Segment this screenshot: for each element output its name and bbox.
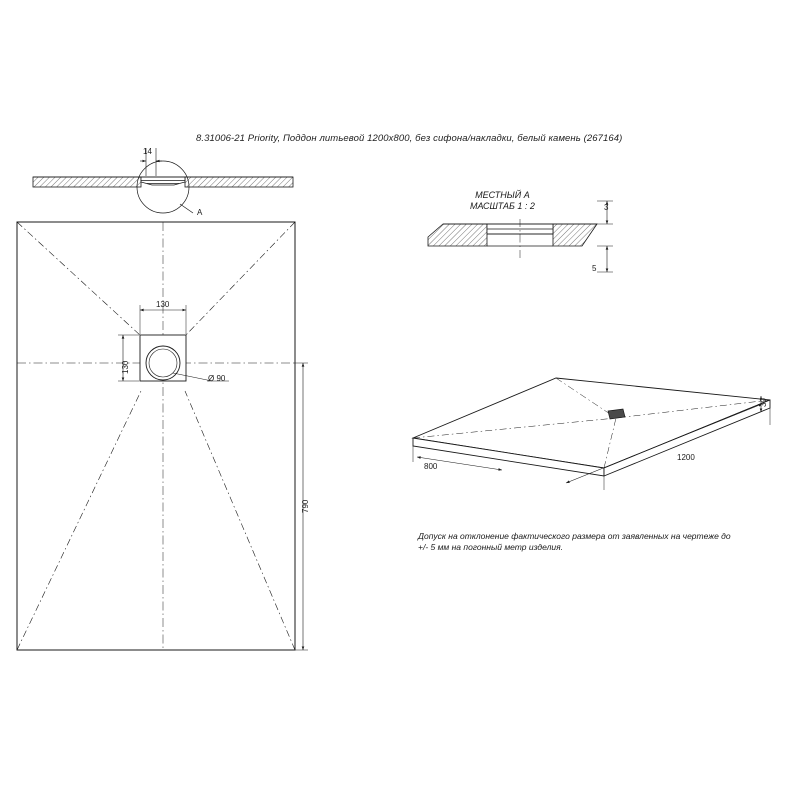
page-title: 8.31006-21 Priority, Поддон литьевой 1200x800, без сифона/накладки, белый камень (267164) bbox=[196, 133, 623, 144]
dim-local-view-bottom: 5 bbox=[592, 264, 597, 273]
dim-iso-thickness: 30 bbox=[759, 398, 768, 407]
local-view-a-section bbox=[428, 201, 613, 272]
local-view-line-2: МАСШТАБ 1 : 2 bbox=[470, 201, 535, 211]
dim-iso-short-side: 800 bbox=[424, 462, 438, 471]
dim-plan-height: 790 bbox=[301, 499, 310, 513]
dim-iso-long-side: 1200 bbox=[677, 453, 695, 462]
local-view-line-1: МЕСТНЫЙ А bbox=[475, 190, 530, 200]
tolerance-note: Допуск на отклонение фактического размера от заявленных на чертеже до +/- 5 мм на погонный метр изделия. bbox=[418, 531, 731, 552]
detail-callout-label: A bbox=[197, 208, 203, 217]
dim-drain-square-width: 130 bbox=[156, 300, 170, 309]
dim-drain-square-height: 130 bbox=[121, 360, 130, 374]
top-cross-section bbox=[33, 148, 293, 213]
dim-top-section-thickness: 14 bbox=[143, 147, 152, 156]
plan-view bbox=[17, 222, 308, 650]
dim-local-view-top: 3 bbox=[604, 203, 609, 212]
dim-drain-diameter: Ø 90 bbox=[208, 374, 226, 383]
isometric-view bbox=[413, 378, 770, 490]
